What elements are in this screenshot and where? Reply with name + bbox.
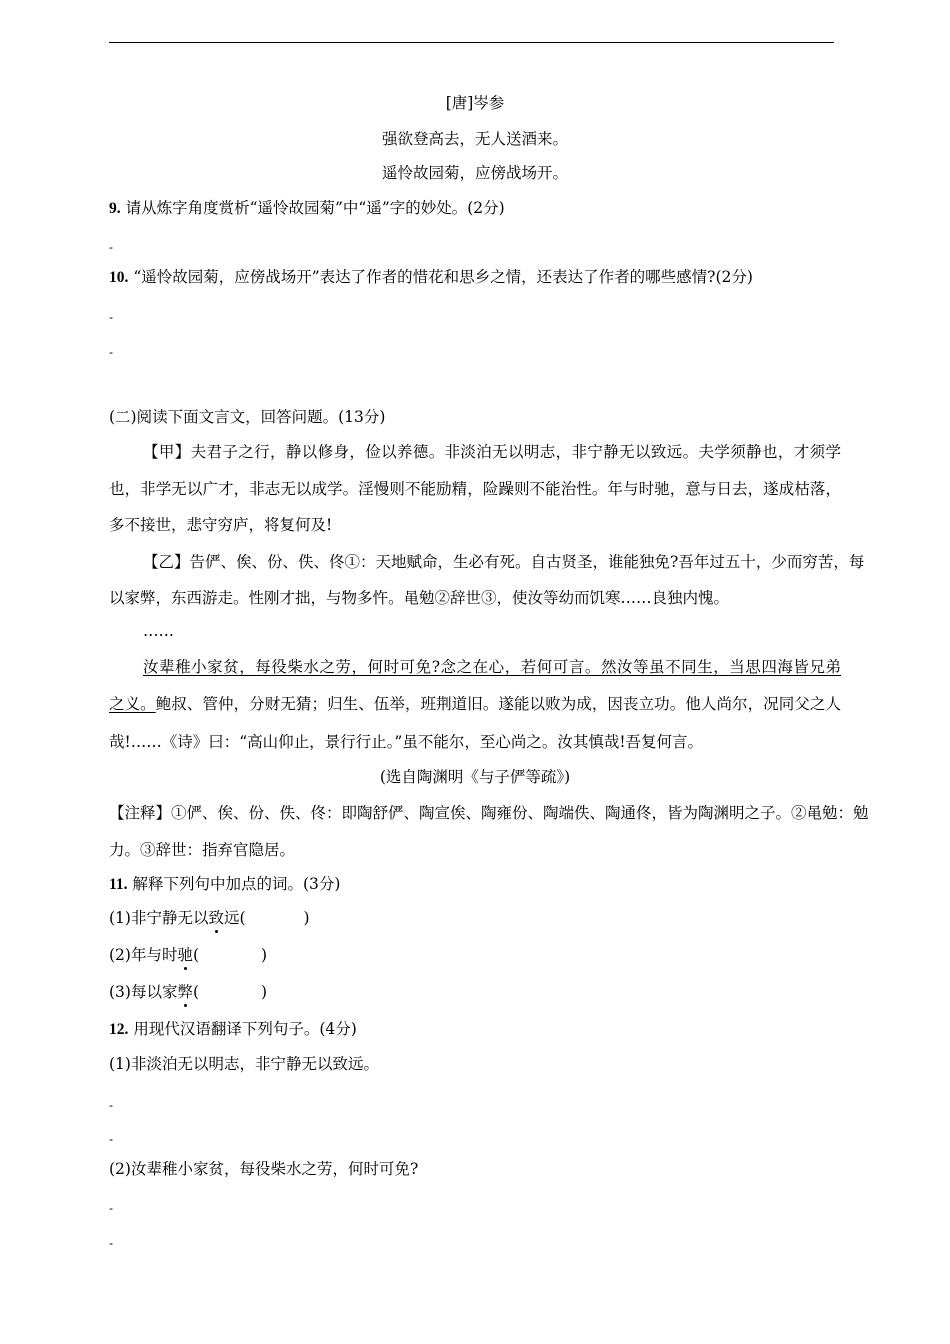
annotation-line-2: 力。③辞世：指弃官隐居。: [109, 841, 296, 859]
question-number: 11.: [109, 876, 128, 893]
question-number: 12.: [109, 1021, 129, 1038]
item-label: (3)每以家: [109, 983, 178, 1001]
answer-blank[interactable]: -: [109, 1132, 113, 1146]
item-text: ): [261, 946, 268, 964]
q11-item-1: [109, 907, 310, 929]
item-text: ): [261, 983, 268, 1001]
passage-jia-line-3: 多不接世，悲守穷庐，将复何及!: [109, 516, 333, 534]
passage-yi-line-4: [109, 693, 841, 715]
question-text: 用现代汉语翻译下列句子。(4分): [133, 1020, 357, 1038]
underlined-text: 之义。: [109, 695, 156, 713]
poem-author: [唐]岑参: [445, 94, 505, 112]
q11-item-2: [109, 944, 267, 966]
q12-sentence-2: (2)汝辈稚小家贫，每役柴水之劳，何时可免?: [109, 1160, 419, 1178]
passage-yi-line-5: 哉!……《诗》曰：“高山仰止，景行行止。”虽不能尔，至心尚之。汝其慎哉!吾复何言。: [109, 733, 704, 751]
item-text: (: [192, 946, 200, 964]
passage-yi-line-2: 以家弊，东西游走。性刚才拙，与物多忤。黾勉②辞世③，使汝等幼而饥寒……良独内愧。: [109, 589, 730, 607]
annotation-line-1: 【注释】①俨、俟、份、佚、佟：即陶舒俨、陶宣俟、陶雍份、陶端佚、陶通佟，皆为陶渊明之子。②黾勉：勉: [109, 804, 869, 822]
answer-blank[interactable]: -: [109, 1098, 113, 1112]
answer-blank[interactable]: -: [109, 345, 113, 359]
passage-yi-underlined-line: 汝辈稚小家贫，每役柴水之劳，何时可免?念之在心，若何可言。然汝等虽不同生，当思四海皆兄弟: [143, 658, 841, 676]
header-rule: [109, 42, 834, 43]
question-11: [109, 873, 340, 896]
passage-jia-line-1: 【甲】夫君子之行，静以修身，俭以养德。非淡泊无以明志，非宁静无以致远。夫学须静也，才须学: [143, 443, 841, 461]
item-text: ): [303, 909, 310, 927]
answer-blank[interactable]: -: [109, 1201, 113, 1215]
dotted-char: 致: [208, 909, 224, 927]
item-text: (: [192, 983, 200, 1001]
item-label: (2)年与时: [109, 946, 178, 964]
passage-yi-line-1: 【乙】告俨、俟、份、佚、佟①：天地赋命，生必有死。自古贤圣，谁能独免?吾年过五十，少而穷苦，每: [143, 553, 865, 571]
question-text: 解释下列句中加点的词。(3分): [132, 875, 341, 893]
q12-sentence-1: (1)非淡泊无以明志，非宁静无以致远。: [109, 1055, 379, 1073]
question-text: 请从炼字角度赏析“遥怜故园菊”中“遥”字的妙处。(2分): [125, 199, 505, 217]
poem-line-2: 遥怜故园菊，应傍战场开。: [381, 164, 568, 182]
item-text: 远(: [223, 909, 246, 927]
question-10: [109, 266, 753, 289]
answer-blank[interactable]: -: [109, 1236, 113, 1250]
question-9: [109, 197, 505, 220]
answer-blank[interactable]: -: [109, 240, 113, 254]
question-12: [109, 1018, 357, 1041]
section-2-heading: (二)阅读下面文言文，回答问题。(13分): [109, 408, 386, 426]
poem-line-1: 强欲登高去，无人送酒来。: [381, 130, 568, 148]
passage-ellipsis: ……: [143, 622, 174, 640]
answer-blank[interactable]: -: [109, 310, 113, 324]
passage-jia-line-2: 也，非学无以广才，非志无以成学。淫慢则不能励精，险躁则不能治性。年与时驰，意与日去，遂成枯落，: [109, 480, 841, 498]
dotted-char: 驰: [177, 946, 193, 964]
q11-item-3: [109, 981, 267, 1003]
dotted-char: 弊: [177, 983, 193, 1001]
question-number: 10.: [109, 269, 129, 286]
passage-source: (选自陶渊明《与子俨等疏》): [379, 768, 571, 786]
item-label: (1)非宁静无以: [109, 909, 209, 927]
question-text: “遥怜故园菊，应傍战场开”表达了作者的惜花和思乡之情，还表达了作者的哪些感情?(2分): [133, 268, 753, 286]
question-number: 9.: [109, 200, 121, 217]
passage-text: 鲍叔、管仲，分财无猜；归生、伍举，班荆道旧。遂能以败为成，因丧立功。他人尚尔，况同父之人: [155, 695, 841, 713]
